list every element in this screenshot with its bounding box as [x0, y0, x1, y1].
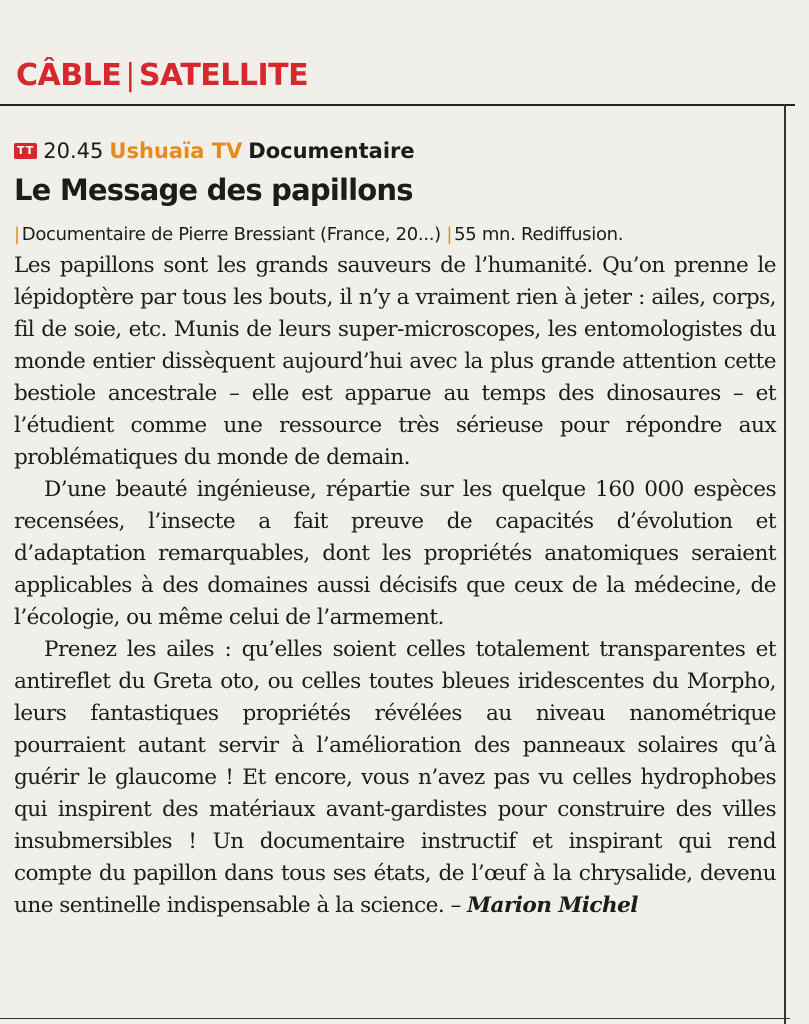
- paragraph-1: Les papillons sont les grands sauveurs de l’humanité. Qu’on prenne le lépidoptère par tous les bouts, il n’y a vraiment rien à jeter : ailes, corps, fil de soie, etc. Munis de leurs super-microscopes, les entomologistes du monde entier dissèquent aujourd’hui avec la plus grande attention cette bestiole ancestrale – elle est apparue au temps des dinosaures – et l’étudient comme une ressource très sérieuse pour répondre aux problématiques du monde de demain.: [14, 253, 776, 470]
- credits-text: Documentaire de Pierre Bressiant (France, 20...): [21, 224, 441, 245]
- credits-bar-icon: |: [14, 224, 20, 245]
- duration-text: 55 mn. Rediffusion.: [454, 224, 624, 245]
- program-meta: [14, 138, 776, 164]
- paragraph-2: D’une beauté ingénieuse, répartie sur les quelque 160 000 espèces recensées, l’insecte a fait preuve de capacités d’évolution et d’adaptation remarquables, dont les propriétés anatomiques seraient applicables à des domaines aussi décisifs que ceux de la médecine, de l’écologie, ou même celui de l’armement.: [14, 477, 776, 630]
- section-header: [16, 58, 308, 93]
- right-divider: [784, 104, 786, 1024]
- paragraph-3-text: Prenez les ailes : qu’elles soient celles totalement transparentes et antireflet du Greta oto, ou celles toutes bleues iridescentes du Morpho, leurs fantastiques propriétés révélées au niveau nanométrique pourraient autant servir à l’amélioration des panneaux solaires qu’à guérir le glaucome ! Et encore, vous n’avez pas vu celles hydrophobes qui inspirent des matériaux avant-gardistes pour construire des villes insubmersibles ! Un documentaire instructif et inspirant qui rend compte du papillon dans tous ses états, de l’œuf à la chrysalide, devenu une sentinelle indispensable à la science. –: [14, 637, 776, 918]
- program-credits: [14, 220, 776, 250]
- program-title: Le Message des papillons: [14, 173, 413, 207]
- telerama-logo-icon: TT: [14, 143, 37, 159]
- author-name: Marion Michel: [467, 893, 638, 918]
- duration-bar-icon: |: [446, 224, 453, 245]
- section-satellite: SATELLITE: [138, 58, 309, 93]
- section-cable: CÂBLE: [16, 58, 122, 93]
- broadcast-time: 20.45: [43, 139, 104, 163]
- paragraph-3: [14, 634, 776, 922]
- channel-name: Ushuaïa TV: [109, 139, 243, 163]
- section-separator: |: [125, 58, 135, 93]
- program-genre: Documentaire: [248, 139, 415, 163]
- bottom-divider: [0, 1018, 790, 1019]
- program-article: [14, 138, 776, 922]
- top-divider: [0, 104, 795, 106]
